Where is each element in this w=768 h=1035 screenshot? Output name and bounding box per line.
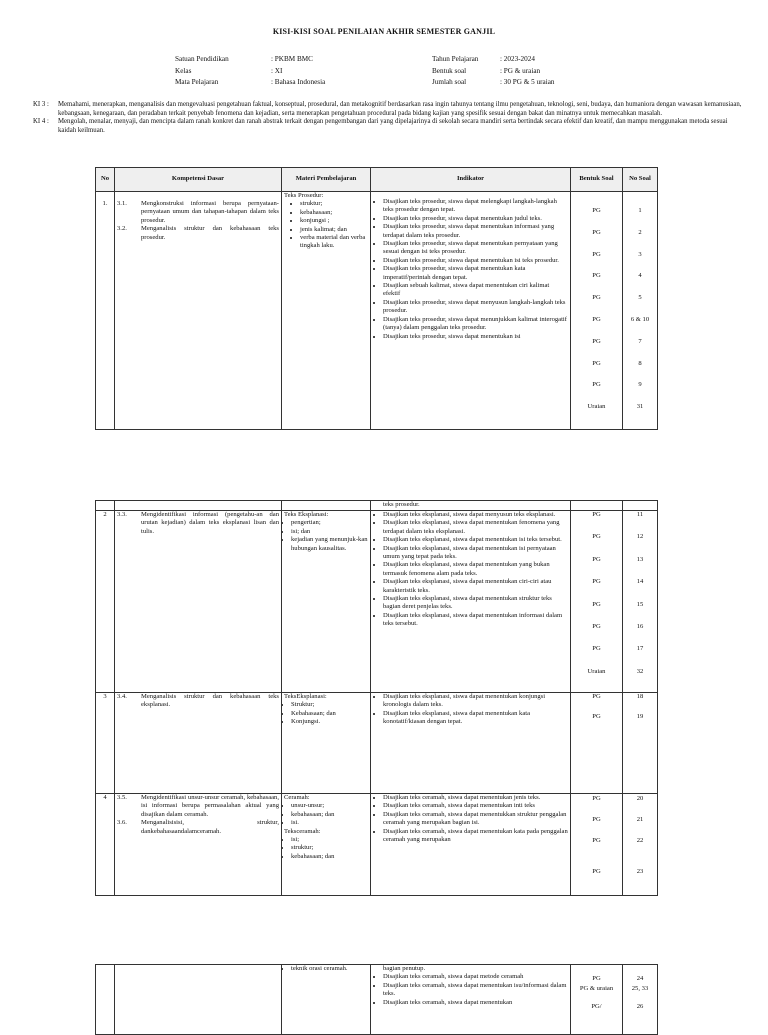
indikator-item: • Disajikan teks prosedur, siswa dapat menentukan isi [383, 333, 568, 341]
table-row-continuation [96, 501, 658, 511]
no-soal-value: 21 [636, 816, 644, 823]
indikator-item: • Disajikan sebuah kalimat, siswa dapat menentukan ciri kalimat efektif [383, 282, 568, 299]
meta-row [432, 77, 555, 89]
no-soal-value: 26 [636, 1003, 644, 1010]
bentuk-soal-value: PG [592, 381, 601, 389]
kisi-table-1 [95, 167, 658, 430]
row-materi [282, 965, 371, 1035]
indikator-item: • Disajikan teks eksplanasi, siswa dapat menentukan yang bukan termasuk fenomena alam pada teks. [383, 561, 568, 578]
row-kompetensi [115, 511, 282, 693]
kd-number: 3.5. [117, 794, 127, 801]
table-row [96, 794, 658, 896]
row-materi [282, 511, 371, 693]
cell-empty [571, 501, 623, 511]
bentuk-soal-value: PG [592, 315, 601, 323]
kd-text: Mengidentifikasi informasi (pengetahu-an dan urutan kejadian) dalam teks eksplanasi lisan dan tulis. [141, 511, 279, 535]
no-soal-value: 2 [638, 228, 642, 236]
indikator-item: • Disajikan teks eksplanasi, siswa dapat menentukan isi teks tersebut. [383, 536, 568, 544]
materi-item: • kebahasaan; [300, 209, 368, 217]
indikator-item: • Disajikan teks prosedur, siswa dapat menentukan judul teks. [383, 215, 568, 223]
bentuk-soal-value: PG [592, 533, 601, 541]
no-soal-value: 32 [636, 667, 644, 675]
materi-item: • struktur; [291, 844, 368, 852]
indikator-item: • Disajikan teks eksplanasi, siswa dapat menentukan struktur teks bagian deret penjelas teks. [383, 595, 568, 612]
indikator-item: • Disajikan teks eksplanasi, siswa dapat menyusun teks eksplanasi. [383, 511, 568, 519]
ki-text: Memahami, menerapkan, menganalisis dan mengevaluasi pengetahuan faktual, konseptual, prosedural, dan metakognitif berdasarkan rasa ingin tahunya tentang ilmu pengetahuan, teknologi, seni, budaya, dan humaniora dengan wawasan kemanusiaan, kebangsaan, kenegaraan, dan peradaban terkait penyebab fenomena dan kejadian, serta menerapkan pengetahuan procedural pada bidang kajian yang spesifik sesuai dengan bakat dan minatnya untuk memecahkan masalah. [58, 101, 742, 117]
row-bentuk-soal [571, 511, 623, 693]
kd-item [117, 225, 279, 242]
materi-list [284, 519, 368, 553]
indikator-item: • Disajikan teks prosedur, siswa dapat menunjukkan kalimat interogatif (tanya) dalam penggalan teks prosedur. [383, 316, 568, 333]
meta-row [175, 54, 325, 66]
row-no-soal [623, 965, 658, 1035]
kd-number: 3.3. [117, 511, 127, 518]
no-soal-value: 23 [636, 868, 644, 875]
kd-item [117, 511, 279, 536]
no-soal-value: 7 [638, 337, 642, 345]
header-no-soal: No Soal [623, 168, 658, 192]
no-soal-value: 8 [638, 359, 642, 367]
row-kompetensi [115, 192, 282, 430]
meta-label: Bentuk soal [432, 66, 467, 75]
materi-list [284, 701, 368, 726]
materi-item: • kebahasaan; dan [291, 853, 368, 861]
no-soal-value: 4 [638, 272, 642, 280]
row-kompetensi [115, 794, 282, 896]
row-materi [282, 794, 371, 896]
bentuk-soal-value: PG [592, 272, 601, 280]
ki-text: Mengolah, menalar, menyaji, dan mencipta dalam ranah konkret dan ranah abstrak terkait dengan pengembangan dari yang dipelajarinya di sekolah secara mandiri serta bertindak secara efektif dan kreatif, dan mampu menggunakan metoda sesuai kaidah keilmuan. [58, 118, 728, 134]
cell-empty [282, 501, 371, 511]
meta-row [432, 54, 555, 66]
indikator-continuation: teks prosedur. [371, 501, 571, 511]
ki-code: KI 4 : [33, 118, 49, 126]
kd-text: Menganalisis struktur dan kebahasaan teks eksplanasi. [141, 693, 279, 709]
kd-item [117, 693, 279, 710]
materi-item: • isi; dan [291, 528, 368, 536]
meta-row [175, 77, 325, 89]
table-row-continuation [96, 965, 658, 1035]
bentuk-soal-value: PG [592, 837, 601, 844]
row-bentuk-soal [571, 965, 623, 1035]
meta-value: : Bahasa Indonesia [271, 78, 326, 86]
row-no-soal [623, 511, 658, 693]
header-indikator: Indikator [371, 168, 571, 192]
row-bentuk-soal [571, 794, 623, 896]
materi-heading: Ceramah: [284, 794, 310, 801]
meta-row [175, 66, 325, 78]
indikator-item: • Disajikan teks prosedur, siswa dapat melengkapi langkah-langkah teks prosedur dengan tepat. [383, 198, 568, 215]
no-soal-value: 1 [638, 207, 642, 214]
materi-list [284, 200, 368, 250]
materi-list [284, 965, 368, 973]
header-no: No [96, 168, 115, 192]
no-soal-value: 24 [636, 975, 644, 982]
meta-value: : PG & uraian [500, 66, 541, 75]
indikator-item: • Disajikan teks prosedur, siswa dapat menentukan informasi yang terdapat dalam teks prosedur. [383, 223, 568, 240]
indikator-item: • Disajikan teks eksplanasi, siswa dapat menentukan konjungsi kronologis dalam teks. [383, 693, 568, 710]
no-soal-value: 25, 33 [631, 985, 649, 992]
no-soal-value: 14 [636, 578, 644, 586]
row-indikator [371, 965, 571, 1035]
bentuk-soal-value: Uraian [587, 667, 606, 675]
indikator-item: • Disajikan teks ceramah, siswa dapat menentukan kata pada penggalan ceramah yang merupakan [383, 828, 568, 845]
meta-value: : 30 PG & 5 uraian [500, 78, 555, 86]
indikator-item: • Disajikan teks prosedur, siswa dapat menentukan kata imperatif/perintah dengan tepat. [383, 265, 568, 282]
indikator-item: • Disajikan teks ceramah, siswa dapat metode ceramah [383, 973, 568, 981]
no-soal-value: 16 [636, 623, 644, 631]
indikator-item: • Disajikan teks prosedur, siswa dapat menentukan pernyataan yang sesuai dengan isi teks prosedur. [383, 240, 568, 257]
materi-item: • struktur; [300, 200, 368, 208]
row-indikator [371, 511, 571, 693]
header-bentuk-soal: Bentuk Soal [571, 168, 623, 192]
row-indikator [371, 794, 571, 896]
no-soal-value: 20 [636, 795, 644, 802]
indikator-item: • Disajikan teks ceramah, siswa dapat menentukan jenis teks. [383, 794, 568, 802]
materi-item: • kebahasaan; dan [291, 811, 368, 819]
table-row [96, 693, 658, 794]
bentuk-soal-value: PG [592, 975, 601, 982]
bentuk-soal-value: PG [592, 795, 601, 802]
header-kompetensi-dasar: Kompetensi Dasar [115, 168, 282, 192]
no-soal-value: 15 [636, 600, 644, 608]
indikator-item: • Disajikan teks prosedur, siswa dapat menentukan isi teks prosedur. [383, 257, 568, 265]
indikator-item: • Disajikan teks ceramah, siswa dapat menentukkan struktur penggalan ceramah yang merupakan bagian isi. [383, 811, 568, 828]
row-no-soal [623, 192, 658, 430]
kd-number: 3.2. [117, 225, 127, 233]
bentuk-soal-value: PG/ [591, 1003, 602, 1010]
kd-number: 3.4. [117, 693, 127, 700]
materi-heading: Teksceramah: [284, 827, 321, 835]
meta-value: : XI [271, 66, 283, 75]
indikator-item: • Disajikan teks prosedur, siswa dapat menyusun langkah-langkah teks prosedur. [383, 299, 568, 316]
indikator-list [373, 198, 568, 341]
no-soal-value: 5 [638, 294, 642, 302]
indikator-item: • Disajikan teks ceramah, siswa dapat menentukan inti teks [383, 802, 568, 810]
ki-3 [33, 101, 745, 118]
no-soal-value: 12 [636, 533, 644, 541]
row-bentuk-soal [571, 693, 623, 794]
row-materi [282, 693, 371, 794]
materi-item: • verba material dan verba tingkah laku. [300, 234, 368, 251]
materi-list [284, 836, 368, 861]
indikator-item: • Disajikan teks ceramah, siswa dapat menentukan [383, 999, 568, 1007]
cell-empty [96, 501, 115, 511]
kd-item [117, 819, 279, 836]
bentuk-soal-value: PG [592, 207, 601, 214]
indikator-item: • Disajikan teks eksplanasi, siswa dapat menentukan ciri-ciri atau karakteristik teks. [383, 578, 568, 595]
header-materi: Materi Pembelajaran [282, 168, 371, 192]
ki-section [33, 101, 745, 135]
meta-value: : PKBM BMC [271, 55, 313, 63]
table-row [96, 192, 658, 430]
no-soal-value: 18 [636, 693, 644, 700]
indikator-item: • Disajikan teks eksplanasi, siswa dapat menentukan kata konotatif/kiasan dengan tepat. [383, 710, 568, 727]
row-indikator [371, 192, 571, 430]
bentuk-soal-value: PG [592, 555, 601, 563]
materi-heading: TeksEksplanasi: [284, 693, 327, 700]
indikator-list [373, 511, 568, 629]
no-soal-value: 6 & 10 [630, 315, 650, 323]
table-header-row [96, 168, 658, 192]
bentuk-soal-value: PG [592, 645, 601, 653]
meta-label: Mata Pelajaran [175, 78, 219, 86]
kd-text: Mengidentifikasi unsur-unsur ceramah, kebahasaan, isi informasi berupa permasalahan aktual yang disajikan dalam ceramah. [141, 794, 279, 818]
bentuk-soal-value: PG [592, 713, 601, 720]
ki-code: KI 3 : [33, 101, 49, 108]
no-soal-value: 11 [636, 511, 644, 518]
indikator-item: • Disajikan teks eksplanasi, siswa dapat menentukan informasi dalam teks tersebut. [383, 612, 568, 629]
cell-empty [115, 501, 282, 511]
indikator-list [373, 973, 568, 1007]
row-no-soal [623, 693, 658, 794]
bentuk-soal-value: PG [592, 600, 601, 608]
bentuk-soal-value: PG [592, 578, 601, 586]
kd-item [117, 200, 279, 225]
row-bentuk-soal [571, 192, 623, 430]
bentuk-soal-value: PG [592, 294, 601, 302]
meta-row [432, 66, 555, 78]
no-soal-value: 17 [636, 645, 644, 653]
kisi-table-2 [95, 500, 658, 896]
materi-item: • konjungsi ; [300, 217, 368, 225]
bentuk-soal-value: PG [592, 693, 601, 700]
row-no: 4 [96, 794, 115, 896]
materi-item: • jenis kalimat; dan [300, 226, 368, 234]
materi-item: • kejadian yang menunjuk-kan hubungan kausalitas. [291, 536, 368, 553]
no-soal-value: 9 [638, 381, 642, 389]
bentuk-soal-value: PG [592, 250, 601, 258]
cell-empty [623, 501, 658, 511]
indikator-list [373, 693, 568, 727]
meta-label: Jumlah soal [432, 78, 467, 86]
meta-value: : 2023-2024 [500, 55, 535, 63]
bentuk-soal-value: PG [592, 359, 601, 367]
kisi-table-3 [95, 964, 658, 1035]
indikator-item: • Disajikan teks ceramah, siswa dapat menentukan isu/informasi dalam teks. [383, 982, 568, 999]
no-soal-value: 3 [638, 250, 642, 258]
cell-empty [115, 965, 282, 1035]
materi-item: • Kebahasaan; dan [291, 710, 368, 718]
materi-item: • teknik orasi ceramah. [291, 965, 368, 973]
table-row [96, 511, 658, 693]
materi-heading: Teks Eksplanasi: [284, 511, 329, 518]
row-no: 1. [96, 192, 115, 430]
materi-item: • unsur-unsur; [291, 802, 368, 810]
document-title: KISI-KISI SOAL PENILAIAN AKHIR SEMESTER GANJIL [272, 27, 496, 36]
bentuk-soal-value: PG [592, 228, 601, 236]
kd-number: 3.6. [117, 819, 127, 827]
bentuk-soal-value: PG [592, 511, 601, 518]
kd-number: 3.1. [117, 200, 127, 207]
row-indikator [371, 693, 571, 794]
meta-label: Kelas [175, 66, 192, 75]
materi-heading: Teks Prosedur: [284, 192, 324, 199]
materi-item: • pengertian; [291, 519, 368, 527]
row-materi [282, 192, 371, 430]
materi-item: • Struktur; [291, 701, 368, 709]
materi-item: • Konjungsi. [291, 718, 368, 726]
indikator-item: • Disajikan teks eksplanasi, siswa dapat menentukan isi pernyataan umum yang tepat pada teks. [383, 545, 568, 562]
no-soal-value: 31 [636, 403, 644, 411]
meta-label: Satuan Pendidikan [175, 55, 229, 63]
bentuk-soal-value: PG [592, 623, 601, 631]
row-kompetensi [115, 693, 282, 794]
kd-text: Mengkonstruksi informasi berupa pernyataan-pernyataan umum dan tahapan-tahapan dalam teks prosedur. [141, 200, 279, 224]
bentuk-soal-value: PG [592, 816, 601, 823]
indikator-item: • Disajikan teks eksplanasi, siswa dapat menentukan fenomena yang terdapat dalam teks eksplanasi. [383, 519, 568, 536]
no-soal-value: 13 [636, 555, 644, 563]
indikator-list [373, 794, 568, 844]
no-soal-value: 22 [636, 837, 644, 844]
kd-text: Menganalisis struktur dan kebahasaan teks prosedur. [141, 225, 279, 241]
materi-item: • isi. [291, 819, 368, 827]
cell-empty [96, 965, 115, 1035]
bentuk-soal-value: PG [592, 337, 601, 345]
bentuk-soal-value: Uraian [587, 403, 606, 411]
meta-left [175, 54, 325, 89]
meta-right [432, 54, 555, 89]
kd-text: Menganalisisisi, struktur, dankebahasaandalamceramah. [141, 819, 279, 835]
materi-list [284, 802, 368, 827]
materi-item: • isi; [291, 836, 368, 844]
bentuk-soal-value: PG & uraian [579, 985, 614, 992]
kd-item [117, 794, 279, 819]
row-no: 2 [96, 511, 115, 693]
ki-4 [33, 118, 745, 135]
row-no: 3 [96, 693, 115, 794]
bentuk-soal-value: PG [592, 868, 601, 875]
meta-label: Tahun Pelajaran [432, 55, 479, 63]
no-soal-value: 19 [636, 713, 644, 720]
row-no-soal [623, 794, 658, 896]
indikator-continuation: bagian penutup. [383, 965, 426, 972]
